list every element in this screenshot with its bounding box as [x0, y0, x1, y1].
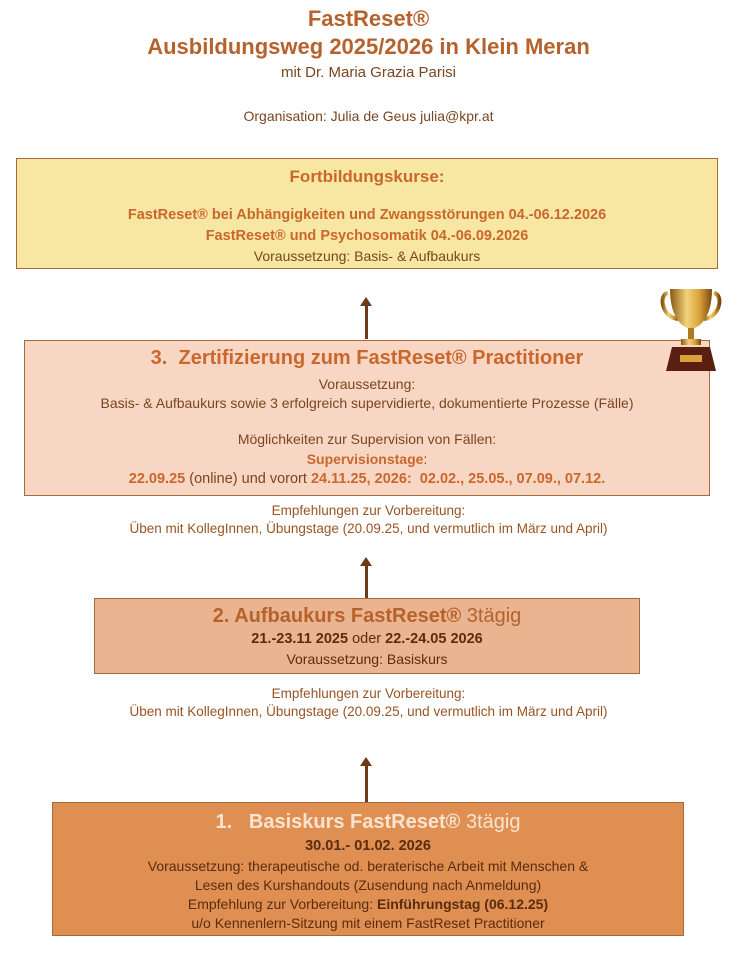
zertifizierung-title-text: Zertifizierung zum FastReset® Practitioner [178, 347, 584, 369]
fortbildung-heading: Fortbildungskurse: [289, 167, 445, 186]
prep-note-2-line1: Empfehlungen zur Vorbereitung: [271, 686, 466, 701]
basiskurs-prep-2: u/o Kennenlern-Sitzung mit einem FastReset Practitioner [191, 915, 545, 931]
trophy-icon [660, 285, 722, 380]
zertifizierung-req-label: Voraussetzung: [318, 376, 416, 392]
basiskurs-prep [53, 896, 683, 912]
supervision-online-text: (online) und vorort [185, 471, 311, 487]
supervision-intro: Möglichkeiten zur Supervision von Fällen: [237, 431, 497, 447]
zertifizierung-box [24, 340, 710, 496]
aufbaukurs-title-bold: 2. Aufbaukurs FastReset® [212, 605, 462, 627]
prep-note-1-line2: Üben mit KollegInnen, Übungstage (20.09.25, und vermutlich im März und April) [129, 521, 608, 536]
aufbaukurs-date-2: 22.-24.05 2026 [385, 631, 483, 647]
basiskurs-prep-bold: Einführungstag (06.12.25) [376, 896, 549, 912]
basiskurs-prep-label: Empfehlung zur Vorbereitung: [187, 896, 377, 912]
aufbaukurs-box [94, 598, 640, 674]
fortbildung-box [16, 158, 718, 269]
basiskurs-box [52, 802, 684, 936]
basiskurs-req-2: Lesen des Kurshandouts (Zusendung nach Anmeldung) [194, 877, 542, 893]
arrow-shaft [365, 565, 368, 598]
organisation-line: Organisation: Julia de Geus julia@kpr.at [243, 108, 494, 124]
prep-note-2-line2: Üben mit KollegInnen, Übungstage (20.09.25, und vermutlich im März und April) [129, 704, 608, 719]
arrow-shaft [365, 765, 368, 802]
zertifizierung-number: 3. [150, 347, 168, 369]
fortbildung-course-2: FastReset® und Psychosomatik 04.-06.09.2026 [205, 228, 529, 244]
aufbaukurs-date-1: 21.-23.11 2025 [251, 631, 349, 647]
aufbaukurs-dates [95, 631, 639, 647]
supervision-date-online: 22.09.25 [128, 471, 186, 487]
subtitle: mit Dr. Maria Grazia Parisi [280, 64, 457, 81]
aufbaukurs-oder: oder [348, 631, 386, 647]
fortbildung-requirement: Voraussetzung: Basis- & Aufbaukurs [253, 248, 481, 264]
basiskurs-dates: 30.01.- 01.02. 2026 [305, 838, 431, 854]
supervision-colon: : [423, 451, 428, 467]
page-title: Ausbildungsweg 2025/2026 in Klein Meran [147, 34, 590, 59]
supervision-label: Supervisionstage [306, 451, 424, 467]
basiskurs-title [53, 811, 683, 834]
aufbaukurs-title-rest: 3tägig [461, 605, 522, 627]
zertifizierung-req-text: Basis- & Aufbaukurs sowie 3 erfolgreich supervidierte, dokumentierte Prozesse (Fälle) [100, 395, 634, 411]
brand-title: FastReset® [307, 6, 430, 31]
supervision-dates-vorort: 24.11.25, 2026: 02.02., 25.05., 07.09., 07.12. [310, 471, 606, 487]
zertifizierung-title [25, 347, 709, 370]
basiskurs-title-rest: 3tägig [460, 811, 521, 833]
basiskurs-req-1: Voraussetzung: therapeutische od. beraterische Arbeit mit Menschen & [147, 858, 589, 874]
fortbildung-course-1: FastReset® bei Abhängigkeiten und Zwangsstörungen 04.-06.12.2026 [127, 207, 607, 223]
arrow-shaft [365, 305, 368, 339]
aufbaukurs-requirement: Voraussetzung: Basiskurs [286, 651, 448, 667]
prep-note-1-line1: Empfehlungen zur Vorbereitung: [271, 503, 466, 518]
supervision-dates-line [25, 471, 709, 487]
supervision-label-line [25, 451, 709, 467]
basiskurs-title-bold: 1. Basiskurs FastReset® [215, 811, 461, 833]
aufbaukurs-title [95, 605, 639, 628]
